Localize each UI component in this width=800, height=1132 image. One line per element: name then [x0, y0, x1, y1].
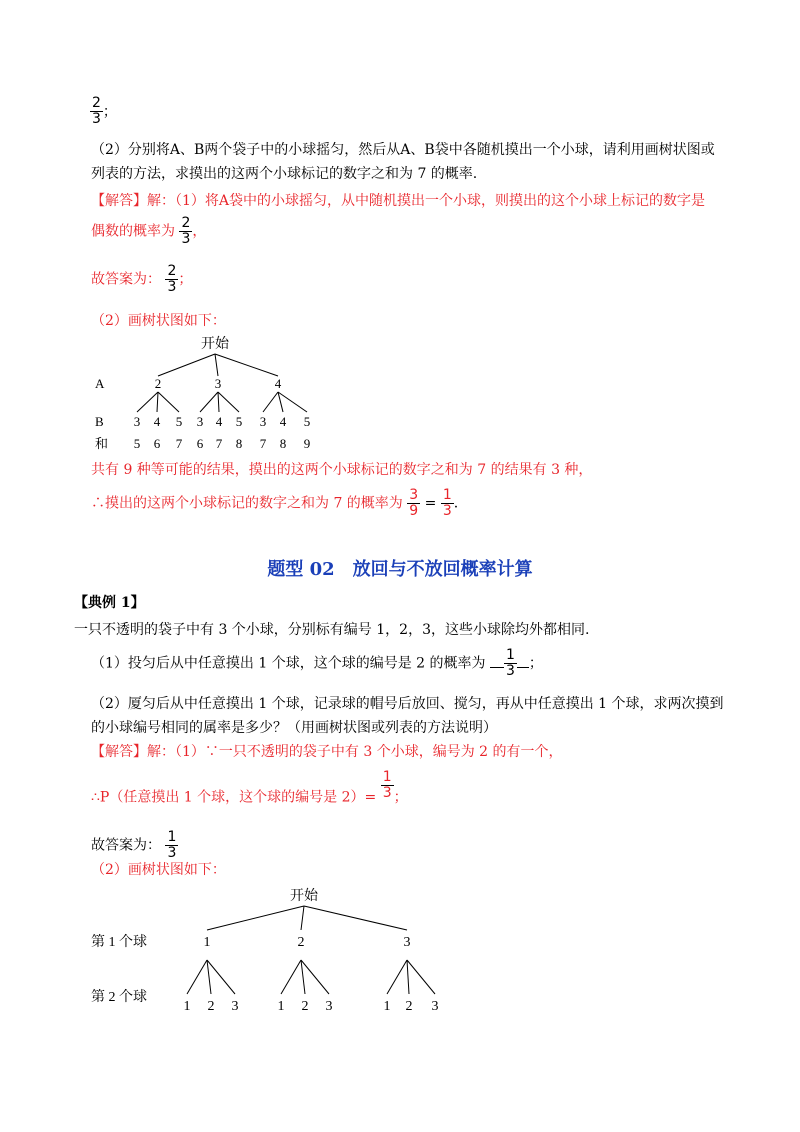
- tree2-second-node: 1: [183, 999, 191, 1014]
- equals-sign: =: [424, 495, 437, 512]
- tree1-b-node: 5: [303, 414, 311, 429]
- solution1-part2: （2）画树状图如下：: [91, 313, 226, 329]
- tree1-b-node: 3: [259, 414, 267, 429]
- tree2-first-node: 3: [403, 935, 411, 950]
- fraction-numerator: 1: [382, 769, 392, 785]
- tree1-sum: 6: [196, 436, 204, 451]
- fraction-denominator: 9: [409, 503, 419, 519]
- answer-blank-right: [517, 667, 529, 668]
- solution1-line2-suffix: ，: [192, 223, 207, 240]
- tree2-second-node: 3: [431, 999, 439, 1014]
- tree1-branch: [137, 392, 158, 412]
- fraction-denominator: 3: [382, 785, 392, 801]
- tree1-b-node: 4: [279, 414, 287, 429]
- probability-fraction-1: [407, 488, 420, 519]
- tree1-branch: [157, 392, 158, 412]
- tree1-b-node: 3: [133, 414, 141, 429]
- tree2-second-node: 2: [207, 999, 215, 1014]
- tree1-sum: 5: [133, 436, 141, 451]
- solution1-fraction: [179, 216, 192, 247]
- fraction-numerator: 2: [181, 215, 191, 231]
- tree1-sum: 7: [175, 436, 183, 451]
- top-fraction-line: [90, 96, 117, 127]
- tree-diagram-1: [85, 332, 345, 454]
- tree2-branch: [301, 960, 305, 994]
- tree1-sum: 9: [303, 436, 311, 451]
- answer-blank-left: [490, 667, 504, 668]
- answer-label: 故答案为：: [91, 271, 161, 288]
- fraction-numerator: 2: [92, 95, 101, 111]
- fraction-denominator: 3: [505, 663, 515, 679]
- tree2-branch: [301, 906, 304, 930]
- section-title: 题型 02 放回与不放回概率计算: [267, 559, 533, 580]
- tree2-branch: [407, 960, 409, 994]
- fraction-numerator: 2: [167, 263, 177, 279]
- probability-text: ∴摸出的这两个小球标记的数字之和为 7 的概率为: [91, 495, 403, 512]
- fraction-denominator: 3: [167, 279, 177, 295]
- tree2-second-node: 1: [277, 999, 285, 1014]
- tree1-sum: 8: [279, 436, 287, 451]
- tree1-row-sum-label: 和: [95, 436, 109, 451]
- solution2-line2-text: ∴P（任意摸出 1 个球，这个球的编号是 2）=: [91, 789, 377, 806]
- tree2-second-node: 2: [405, 999, 413, 1014]
- solution1-line2: [91, 216, 206, 247]
- solution1-probability: [91, 488, 458, 519]
- answer-suffix: ；: [178, 271, 193, 288]
- tree2-second-node: 1: [383, 999, 391, 1014]
- tree1-a-node: 2: [154, 376, 162, 391]
- tree1-branch: [200, 392, 218, 412]
- tree2-branch: [387, 960, 407, 994]
- solution1-result-count: 共有 9 种等可能的结果，摸出的这两个小球标记的数字之和为 7 的结果有 3 种，: [91, 462, 593, 478]
- example-q2-line2: 的小球编号相同的属率是多少？（用画树状图或列表的方法说明）: [91, 720, 497, 736]
- tree1-b-node: 4: [215, 414, 223, 429]
- fraction-numerator: 1: [442, 487, 452, 503]
- q2-line1: （2）分别将A、B两个袋子中的小球摇匀，然后从A、B袋中各随机摸出一个小球，请利用画树状图或: [91, 142, 715, 158]
- solution2-line2: [91, 769, 408, 813]
- example-intro: 一只不透明的袋子中有 3 个小球，分别标有编号 1，2，3，这些小球除均外都相同.: [74, 622, 590, 638]
- tree1-sum: 7: [215, 436, 223, 451]
- tree1-root: 开始: [201, 337, 229, 352]
- solution2-answer-fraction: [165, 830, 178, 861]
- tree1-branch: [158, 354, 215, 376]
- probability-fraction-2: [441, 488, 454, 519]
- tree1-branch: [215, 354, 278, 376]
- answer-label: 故答案为：: [91, 837, 161, 854]
- tree1-a-node: 3: [214, 376, 222, 391]
- solution2-line2-suffix: ；: [393, 789, 408, 806]
- fraction-denominator: 3: [167, 845, 177, 861]
- top-fraction: [90, 96, 103, 127]
- example-q1: [91, 648, 543, 679]
- tree1-b-node: 5: [175, 414, 183, 429]
- tree-diagram-2: [85, 880, 465, 1020]
- fraction-numerator: 1: [505, 647, 515, 663]
- solution2-part2: （2）画树状图如下：: [91, 862, 226, 878]
- q2-line2: 列表的方法，求摸出的这两个小球标记的数字之和为 7 的概率.: [91, 166, 478, 182]
- tree1-branch: [158, 392, 179, 412]
- example-q1-suffix: ；: [528, 655, 543, 672]
- tree2-branch: [187, 960, 207, 994]
- tree1-sum: 6: [153, 436, 161, 451]
- tree1-branch: [218, 392, 219, 412]
- tree1-sum: 8: [235, 436, 243, 451]
- tree2-second-node: 3: [325, 999, 333, 1014]
- tree1-sum: 7: [259, 436, 267, 451]
- tree2-first-node: 2: [297, 935, 305, 950]
- solution2-line1: 【解答】解：（1）∵一只不透明的袋子中有 3 个小球，编号为 2 的有一个，: [91, 744, 563, 760]
- tree1-b-node: 4: [153, 414, 161, 429]
- tree2-row2-label: 第 2 个球: [91, 990, 147, 1005]
- tree2-second-node: 3: [231, 999, 239, 1014]
- tree2-row1-label: 第 1 个球: [91, 935, 147, 950]
- top-tail: ；: [102, 104, 117, 120]
- tree2-branch: [207, 960, 211, 994]
- solution1-line1: 【解答】解：（1）将A袋中的小球摇匀，从中随机摸出一个小球，则摸出的这个小球上标记的数字是: [91, 193, 706, 209]
- example-label: 【典例 1】: [74, 595, 145, 611]
- solution1-answer: [91, 264, 192, 295]
- fraction-denominator: 3: [181, 231, 191, 247]
- example-q1-text: （1）投匀后从中任意摸出 1 个球，这个球的编号是 2 的概率为: [91, 655, 486, 672]
- solution1-line2-text: 偶数的概率为: [91, 223, 175, 240]
- tree2-branch: [301, 960, 329, 994]
- tree2-first-node: 1: [203, 935, 211, 950]
- tree2-branch: [281, 960, 301, 994]
- tree2-branch: [207, 906, 304, 930]
- tree1-a-node: 4: [274, 376, 282, 391]
- example-q2-line1: （2）厦匀后从中任意摸出 1 个球，记录球的帽号后放回、搅匀，再从中任意摸出 1 个球，求两次摸到: [91, 696, 724, 712]
- fraction-numerator: 1: [167, 829, 177, 845]
- fraction-denominator: 3: [442, 503, 452, 519]
- period: .: [453, 495, 459, 512]
- solution2-answer: [91, 830, 178, 861]
- tree1-branch: [263, 392, 278, 412]
- tree1-b-node: 3: [196, 414, 204, 429]
- tree2-branch: [207, 960, 235, 994]
- fraction-denominator: 3: [92, 111, 101, 127]
- tree1-b-node: 5: [235, 414, 243, 429]
- tree1-branch: [215, 354, 218, 376]
- solution2-fraction: [381, 770, 394, 801]
- fraction-numerator: 3: [409, 487, 419, 503]
- example-q1-fraction: [504, 648, 517, 679]
- tree2-branch: [304, 906, 407, 930]
- tree1-row-b-label: B: [95, 414, 104, 429]
- tree1-row-a-label: A: [95, 376, 105, 391]
- tree2-root: 开始: [290, 889, 318, 904]
- tree2-branch: [407, 960, 435, 994]
- tree2-second-node: 2: [301, 999, 309, 1014]
- tree1-branch: [218, 392, 239, 412]
- solution1-answer-fraction: [165, 264, 178, 295]
